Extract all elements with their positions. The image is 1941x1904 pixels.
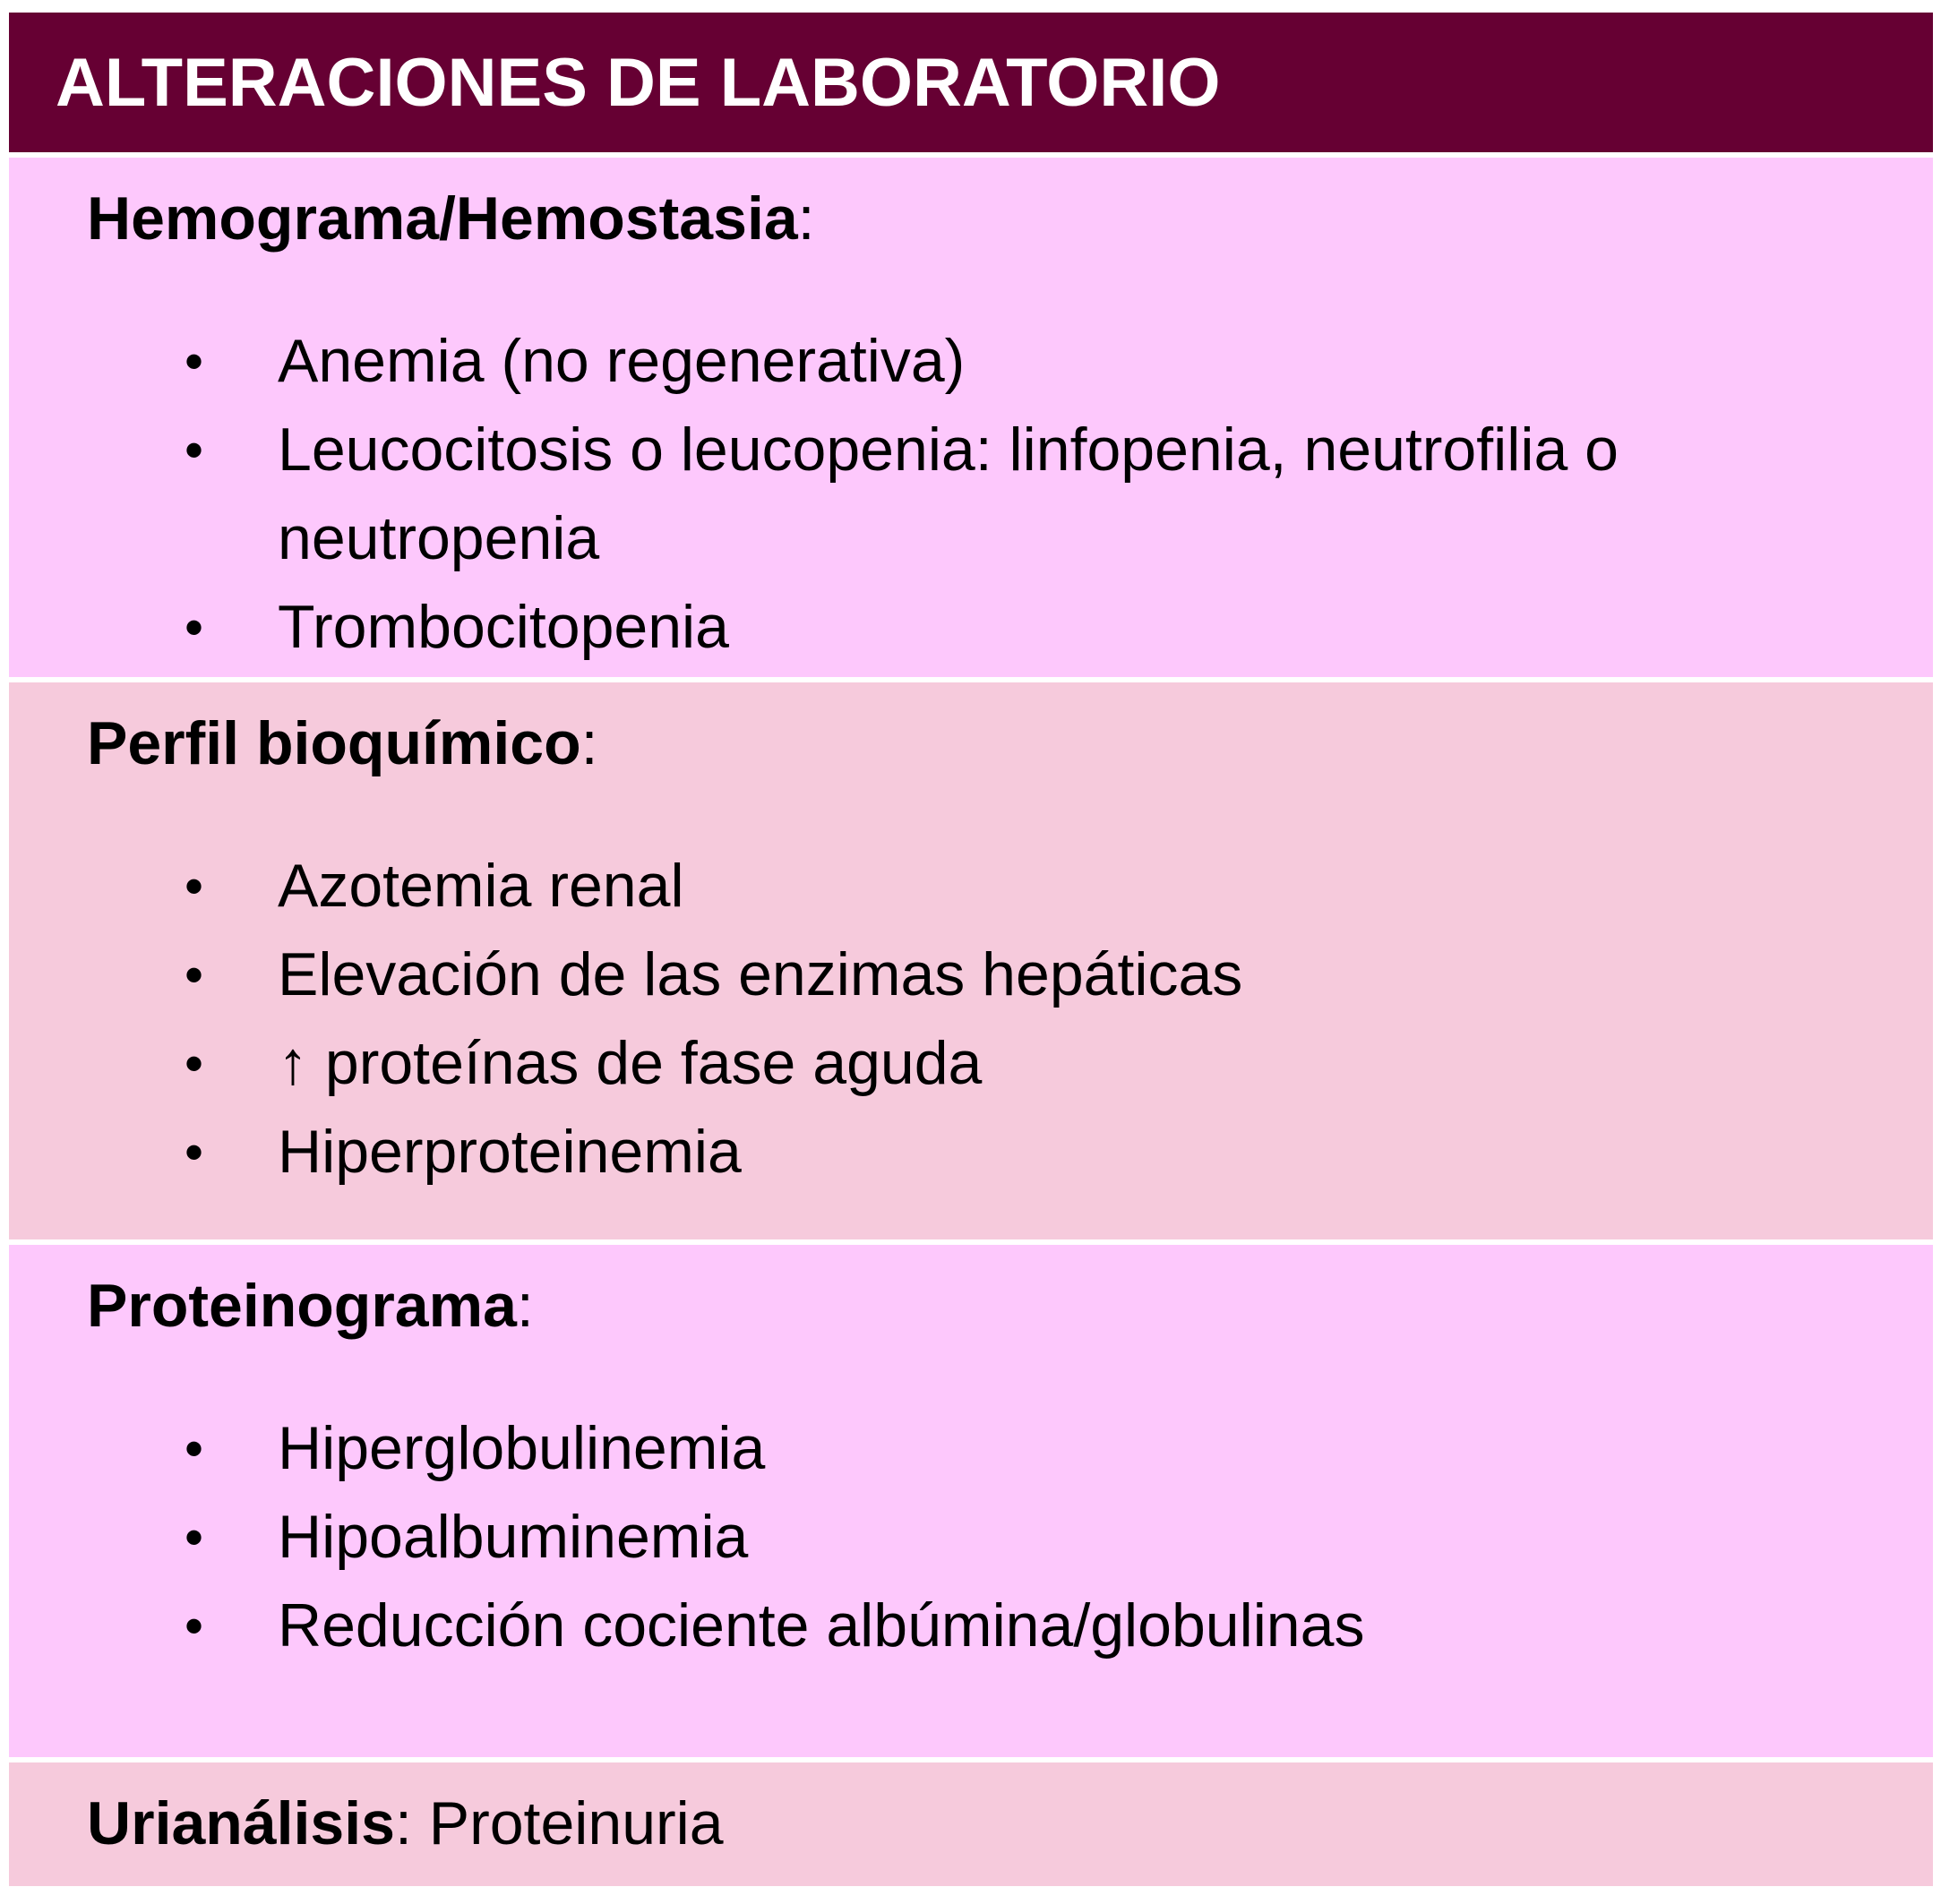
- lab-alterations-table: [9, 13, 1933, 1886]
- section-title-label: Urianálisis: [87, 1789, 395, 1857]
- section-title-suffix: :: [516, 1272, 534, 1340]
- section-title-label: Hemograma/Hemostasia: [87, 184, 798, 253]
- bullet-icon: •: [185, 597, 204, 657]
- section-title: [87, 708, 598, 779]
- list-item: • Trombocitopenia: [9, 583, 1933, 672]
- list-item: • Azotemia renal: [9, 842, 1933, 931]
- bullet-icon: •: [185, 1419, 204, 1479]
- list-item: • Reducción cociente albúmina/globulinas: [9, 1582, 1933, 1670]
- section-title: [87, 183, 815, 254]
- bullet-list: [9, 842, 1933, 1196]
- list-item: • Hiperglobulinemia: [9, 1404, 1933, 1493]
- section-title-label: Perfil bioquímico: [87, 709, 581, 777]
- section-title-label: Proteinograma: [87, 1272, 517, 1340]
- bullet-icon: •: [185, 1507, 204, 1567]
- bullet-list: [9, 1404, 1933, 1670]
- section-perfil-bioquimico: [9, 682, 1933, 1239]
- bullet-icon: •: [185, 1596, 204, 1656]
- bullet-icon: •: [185, 1033, 204, 1094]
- section-urianalisis: [9, 1762, 1933, 1886]
- list-item: • Elevación de las enzimas hepáticas: [9, 931, 1933, 1019]
- bullet-list: [9, 317, 1933, 672]
- list-item: • Hiperproteinemia: [9, 1108, 1933, 1196]
- table-title: ALTERACIONES DE LABORATORIO: [56, 44, 1221, 121]
- list-item: • Anemia (no regenerativa): [9, 317, 1933, 406]
- section-title: [87, 1788, 724, 1859]
- table-header: [9, 13, 1933, 152]
- bullet-icon: •: [185, 420, 204, 480]
- section-title-suffix: :: [580, 709, 598, 777]
- section-title-suffix: : Proteinuria: [394, 1789, 724, 1857]
- bullet-icon: •: [185, 856, 204, 916]
- bullet-icon: •: [185, 945, 204, 1005]
- bullet-icon: •: [185, 331, 204, 391]
- section-title: [87, 1270, 534, 1342]
- list-item: • Hipoalbuminemia: [9, 1493, 1933, 1582]
- list-item: • ↑ proteínas de fase aguda: [9, 1019, 1933, 1108]
- section-hemograma: [9, 158, 1933, 677]
- section-title-suffix: :: [797, 184, 815, 253]
- section-proteinograma: [9, 1245, 1933, 1757]
- bullet-icon: •: [185, 1122, 204, 1182]
- list-item: • Leucocitosis o leucopenia: linfopenia, neutrofilia o neutropenia: [9, 406, 1933, 583]
